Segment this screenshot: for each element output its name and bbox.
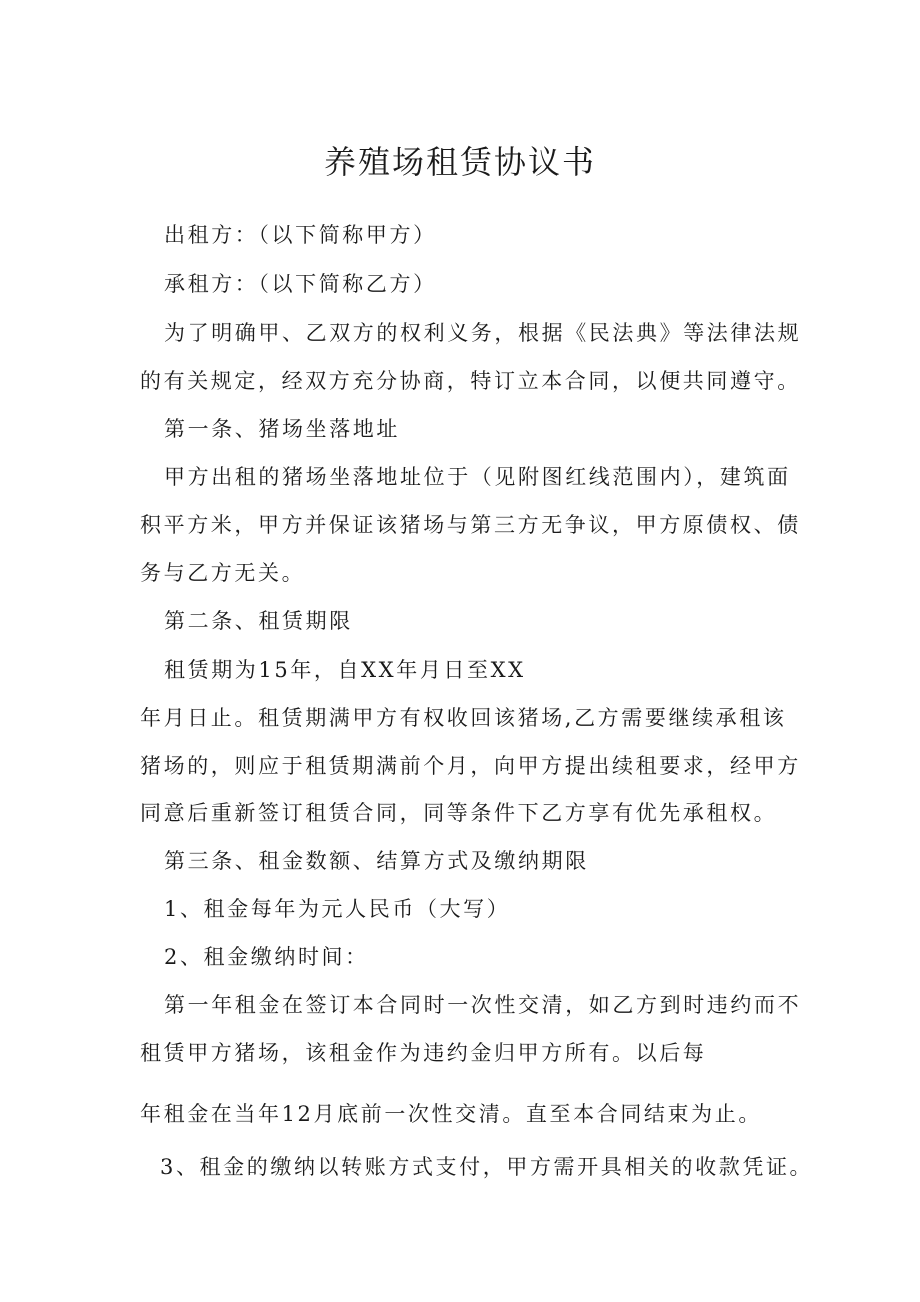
article-1-line-2: 积平方米，甲方并保证该猪场与第三方无争议，甲方原债权、债 <box>140 513 801 537</box>
lessor-line: 出租方：（以下简称甲方） <box>164 223 437 247</box>
article-3-item-1: 1、租金每年为元人民币（大写） <box>164 897 511 921</box>
preamble-line-1: 为了明确甲、乙双方的权利义务，根据《民法典》等法律法规 <box>164 321 802 345</box>
lessee-line: 承租方：（以下简称乙方） <box>164 272 437 296</box>
article-2-line-2: 年月日止。租赁期满甲方有权收回该猪场,乙方需要继续承租该 <box>140 706 787 730</box>
article-3-item-3: 3、租金的缴纳以转账方式支付，甲方需开具相关的收款凭证。 <box>160 1155 814 1179</box>
article-3-item-2-line-2: 租赁甲方猪场，该租金作为违约金归甲方所有。以后每 <box>140 1041 707 1065</box>
article-3-item-2-line-3: 年租金在当年12月底前一次性交清。直至本合同结束为止。 <box>140 1102 762 1126</box>
preamble-line-2: 的有关规定，经双方充分协商，特订立本合同，以便共同遵守。 <box>140 369 801 393</box>
article-2-heading: 第二条、租赁期限 <box>164 609 353 633</box>
article-3-item-2-line-1: 第一年租金在签订本合同时一次性交清，如乙方到时违约而不 <box>164 993 802 1017</box>
article-3-item-2: 2、租金缴纳时间： <box>164 945 369 969</box>
article-1-line-1: 甲方出租的猪场坐落地址位于（见附图红线范围内），建筑面 <box>164 465 791 489</box>
article-1-line-3: 务与乙方无关。 <box>140 561 306 585</box>
document-title: 养殖场租赁协议书 <box>323 143 596 181</box>
article-1-heading: 第一条、猪场坐落地址 <box>164 417 400 441</box>
article-2-line-3: 猪场的，则应于租赁期满前个月，向甲方提出续租要求，经甲方 <box>140 754 801 778</box>
article-2-line-4: 同意后重新签订租赁合同，同等条件下乙方享有优先承租权。 <box>140 801 778 825</box>
article-3-heading: 第三条、租金数额、结算方式及缴纳期限 <box>164 849 589 873</box>
article-2-line-1: 租赁期为15年，自XX年月日至XX <box>164 658 526 682</box>
